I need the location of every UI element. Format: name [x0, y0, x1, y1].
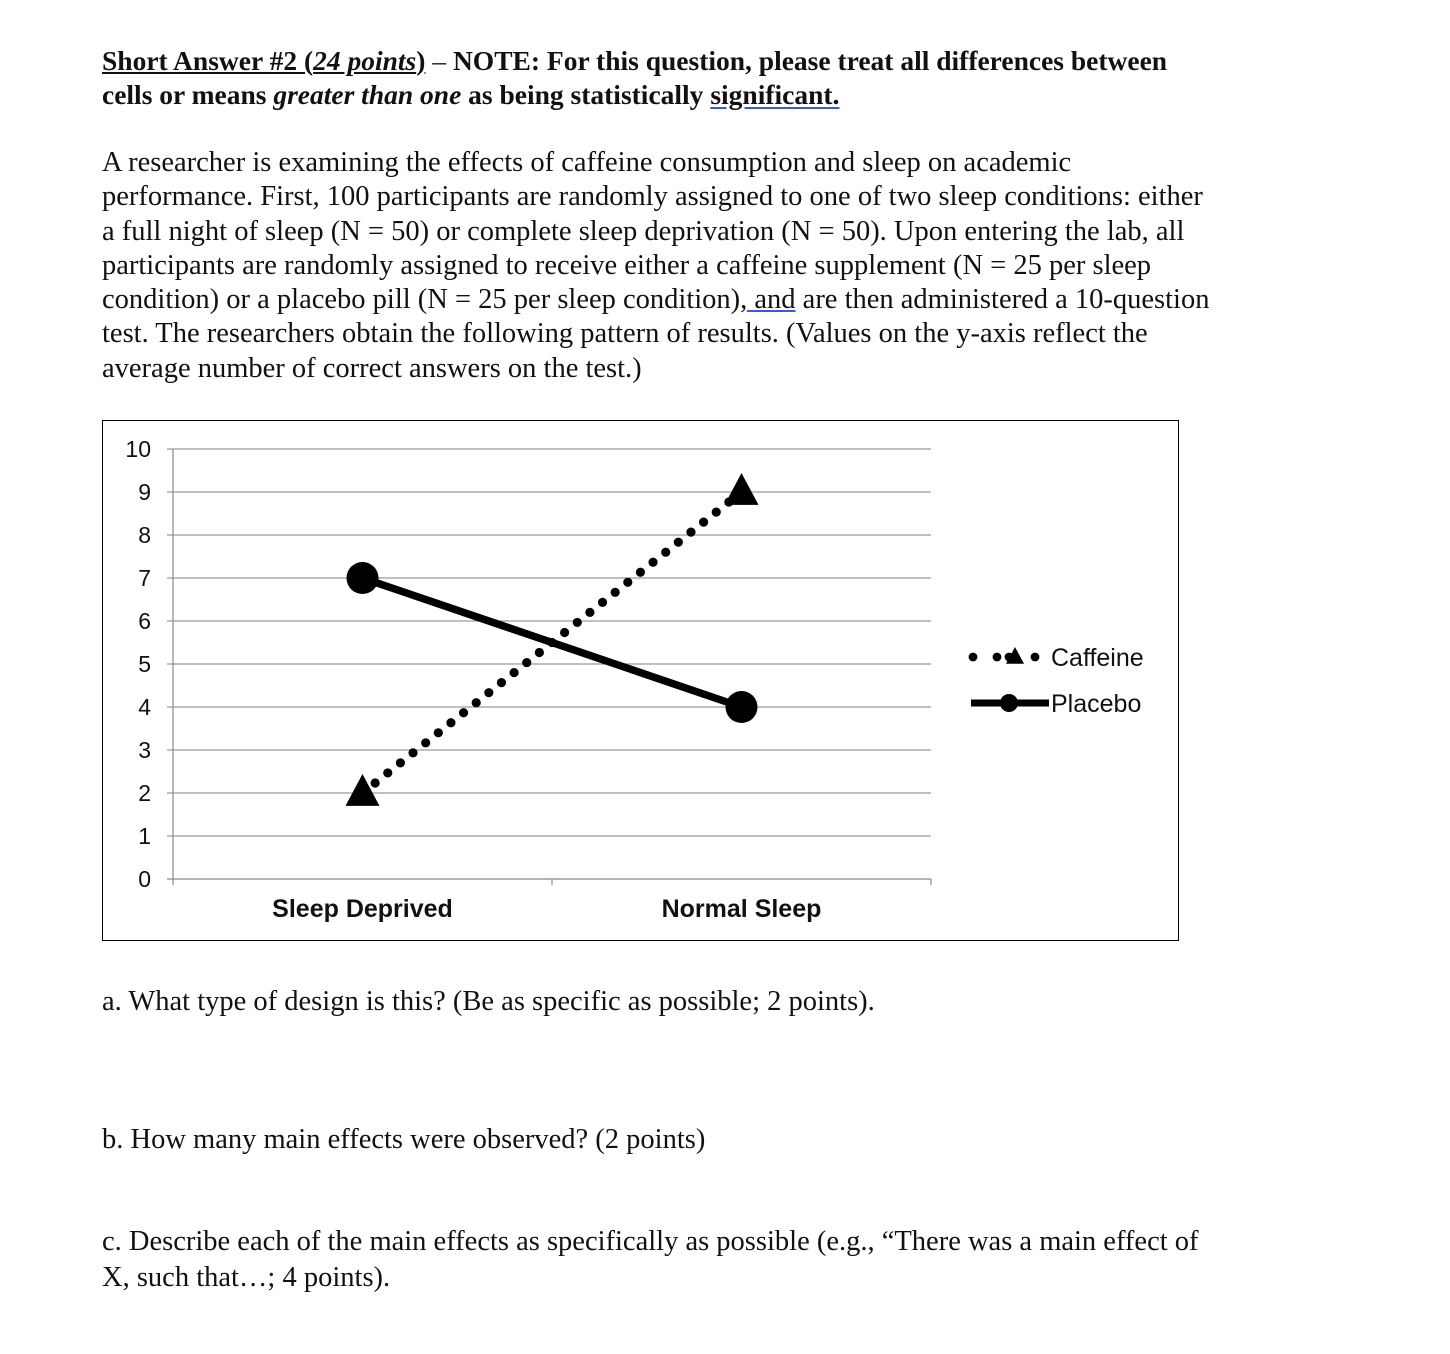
- y-tick-label: 5: [138, 651, 151, 677]
- placebo-point: [726, 691, 758, 723]
- question-a: a. What type of design is this? (Be as specific as possible; 2 points).: [102, 986, 875, 1017]
- caffeine-line-dot: [661, 548, 670, 557]
- caffeine-point: [725, 473, 759, 505]
- caffeine-line-dot: [648, 558, 657, 567]
- caffeine-line-dot: [636, 568, 645, 577]
- question-heading: Short Answer #2 (24 points) – NOTE: For this question, please treat all differences between cells or means greater than one as being statistically significant.: [102, 45, 1168, 110]
- caffeine-line-dot: [510, 668, 519, 677]
- heading-note-line1: NOTE: For this question, please treat all differences between: [452, 45, 1168, 76]
- paragraph-line: average number of correct answers on the test.): [102, 352, 642, 384]
- caffeine-line-dot: [459, 708, 468, 717]
- caffeine-line-dot: [497, 678, 506, 687]
- y-tick-label: 1: [138, 823, 151, 849]
- caffeine-line-dot: [598, 598, 607, 607]
- x-category-label: Normal Sleep: [661, 895, 822, 923]
- caffeine-line-dot: [585, 608, 594, 617]
- paragraph-line: condition) or a placebo pill (N = 25 per sleep condition), and are then administered a 10-question: [102, 284, 1210, 316]
- caffeine-line-dot: [674, 538, 683, 547]
- caffeine-line-dot: [535, 648, 544, 657]
- paragraph-line: test. The researchers obtain the following pattern of results. (Values on the y-axis reflect the: [102, 318, 1148, 350]
- heading-title: Short Answer #2 (24 points): [102, 45, 426, 76]
- legend-label: Caffeine: [1051, 644, 1144, 672]
- y-tick-label: 0: [138, 866, 151, 892]
- caffeine-line-dot: [446, 718, 455, 727]
- legend-caffeine-dot: [993, 653, 1002, 662]
- caffeine-line-dot: [396, 758, 405, 767]
- legend-label: Placebo: [1051, 690, 1142, 718]
- y-tick-label: 4: [138, 694, 151, 720]
- y-tick-label: 8: [138, 522, 151, 548]
- question-c: c. Describe each of the main effects as specifically as possible (e.g., “There was a main effect of X, such that…; 4 points).: [102, 1226, 1199, 1293]
- x-category-label: Sleep Deprived: [272, 895, 453, 923]
- caffeine-line-dot: [573, 618, 582, 627]
- caffeine-line-dot: [560, 628, 569, 637]
- y-tick-label: 7: [138, 565, 151, 591]
- legend-caffeine-dot: [969, 653, 978, 662]
- paragraph-line: A researcher is examining the effects of caffeine consumption and sleep on academic: [102, 147, 1072, 178]
- interaction-chart: [102, 420, 1179, 941]
- placebo-line: [363, 578, 742, 707]
- y-tick-label: 9: [138, 479, 151, 505]
- question-b: b. How many main effects were observed? (2 points): [102, 1124, 706, 1155]
- caffeine-line-dot: [623, 578, 632, 587]
- caffeine-line-dot: [699, 518, 708, 527]
- caffeine-line-dot: [522, 658, 531, 667]
- paragraph-line: performance. First, 100 participants are randomly assigned to one of two sleep conditions: either: [102, 181, 1203, 213]
- caffeine-line-dot: [472, 698, 481, 707]
- y-tick-label: 3: [138, 737, 151, 763]
- caffeine-line-dot: [712, 507, 721, 516]
- placebo-point: [347, 562, 379, 594]
- y-tick-label: 6: [138, 608, 151, 634]
- caffeine-line-dot: [434, 728, 443, 737]
- y-tick-label: 10: [125, 436, 151, 462]
- caffeine-line-dot: [484, 688, 493, 697]
- caffeine-line-dot: [371, 778, 380, 787]
- scenario-paragraph: [102, 146, 1292, 386]
- chart-svg: [103, 421, 1177, 939]
- paragraph-line: a full night of sleep (N = 50) or complete sleep deprivation (N = 50). Upon entering the lab, all: [102, 215, 1185, 247]
- legend-caffeine-dot: [1031, 653, 1040, 662]
- caffeine-line-dot: [421, 738, 430, 747]
- caffeine-line-dot: [383, 768, 392, 777]
- paragraph-line: participants are randomly assigned to receive either a caffeine supplement (N = 25 per sleep: [102, 249, 1152, 281]
- legend-placebo-marker: [1000, 694, 1018, 712]
- caffeine-line-dot: [611, 588, 620, 597]
- y-tick-label: 2: [138, 780, 151, 806]
- caffeine-line-dot: [686, 528, 695, 537]
- caffeine-line-dot: [408, 748, 417, 757]
